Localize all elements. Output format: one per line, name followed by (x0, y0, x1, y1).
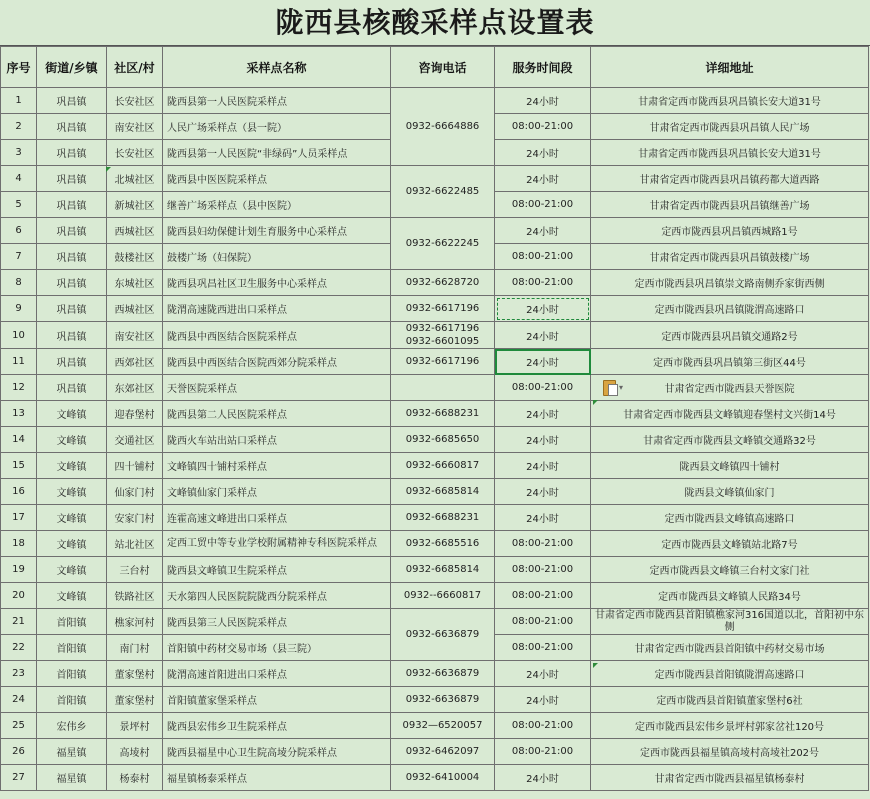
site-cell[interactable]: 定西工贸中等专业学校附属精神专科医院采样点 (163, 531, 391, 557)
site-cell[interactable]: 陇渭高速首阳进出口采样点 (163, 661, 391, 687)
town-cell[interactable]: 巩昌镇 (37, 349, 107, 375)
table-row (1, 453, 869, 479)
town-cell[interactable]: 巩昌镇 (37, 322, 107, 349)
addr-cell[interactable]: 甘肃省定西市陇西县巩昌镇鼓楼广场 (591, 244, 869, 270)
no-cell[interactable]: 11 (1, 349, 37, 375)
town-cell[interactable]: 首阳镇 (37, 687, 107, 713)
site-cell[interactable]: 陇西县文峰镇卫生院采样点 (163, 557, 391, 583)
site-cell[interactable]: 天誉医院采样点 (163, 375, 391, 401)
town-cell[interactable]: 巩昌镇 (37, 296, 107, 322)
addr-cell[interactable]: 甘肃省定西市陇西县文峰镇交通路32号 (591, 427, 869, 453)
town-cell[interactable]: 文峰镇 (37, 427, 107, 453)
site-cell[interactable]: 福星镇杨泰采样点 (163, 765, 391, 791)
town-cell[interactable]: 巩昌镇 (37, 192, 107, 218)
phone-cell[interactable]: 0932-6685814 (391, 557, 495, 583)
phone-cell[interactable]: 0932-6685814 (391, 479, 495, 505)
phone-cell[interactable]: 0932-6688231 (391, 505, 495, 531)
town-cell[interactable]: 福星镇 (37, 765, 107, 791)
page-title: 陇西县核酸采样点设置表 (0, 0, 870, 46)
community-cell[interactable]: 董家堡村 (107, 687, 163, 713)
header-cell[interactable]: 社区/村 (107, 47, 163, 88)
addr-cell[interactable]: 陇西县文峰镇四十铺村 (591, 453, 869, 479)
town-cell[interactable]: 首阳镇 (37, 635, 107, 661)
time-cell[interactable]: 08:00-21:00 (495, 609, 591, 635)
site-cell[interactable]: 继善广场采样点（县中医院） (163, 192, 391, 218)
site-cell[interactable]: 陇西县福星中心卫生院高堎分院采样点 (163, 739, 391, 765)
time-cell[interactable]: 24小时 (495, 505, 591, 531)
phone-line: 0932-6601095 (405, 336, 480, 347)
town-cell[interactable]: 福星镇 (37, 739, 107, 765)
town-cell[interactable]: 巩昌镇 (37, 375, 107, 401)
no-cell[interactable]: 1 (1, 88, 37, 114)
time-cell[interactable]: 08:00-21:00 (495, 270, 591, 296)
no-cell[interactable]: 5 (1, 192, 37, 218)
no-cell[interactable]: 15 (1, 453, 37, 479)
site-cell[interactable]: 文峰镇四十铺村采样点 (163, 453, 391, 479)
phone-cell[interactable]: 0932-6685650 (391, 427, 495, 453)
table-row (1, 166, 869, 192)
site-cell[interactable]: 陇西县妇幼保健计划生育服务中心采样点 (163, 218, 391, 244)
site-cell[interactable]: 陇西县第一人民医院采样点 (163, 88, 391, 114)
site-cell[interactable]: 陇渭高速陇西进出口采样点 (163, 296, 391, 322)
table-row (1, 687, 869, 713)
time-cell[interactable]: 24小时 (495, 765, 591, 791)
town-cell[interactable]: 文峰镇 (37, 583, 107, 609)
header-cell[interactable]: 详细地址 (591, 47, 869, 88)
community-cell[interactable]: 南安社区 (107, 322, 163, 349)
time-cell[interactable]: 24小时 (495, 427, 591, 453)
header-cell[interactable]: 街道/乡镇 (37, 47, 107, 88)
addr-cell[interactable]: 定西市陇西县文峰镇三台村文家门社 (591, 557, 869, 583)
community-cell[interactable]: 南安社区 (107, 114, 163, 140)
table-row (1, 479, 869, 505)
phone-cell[interactable]: 0932-6685516 (391, 531, 495, 557)
addr-cell[interactable]: 定西市陇西县首阳镇董家堡村6社 (591, 687, 869, 713)
table-row (1, 505, 869, 531)
table-row (1, 609, 869, 635)
no-cell[interactable]: 26 (1, 739, 37, 765)
comment-marker-icon (593, 400, 598, 405)
community-cell[interactable]: 东城社区 (107, 270, 163, 296)
community-cell[interactable]: 站北社区 (107, 531, 163, 557)
no-cell[interactable]: 27 (1, 765, 37, 791)
time-cell[interactable]: 24小时 (495, 349, 591, 375)
no-cell[interactable]: 18 (1, 531, 37, 557)
site-cell[interactable]: 人民广场采样点（县一院） (163, 114, 391, 140)
site-cell[interactable]: 天水第四人民医院院陇西分院采样点 (163, 583, 391, 609)
no-cell[interactable]: 6 (1, 218, 37, 244)
phone-line: 0932-6617196 (405, 323, 480, 334)
town-cell[interactable]: 宏伟乡 (37, 713, 107, 739)
addr-cell[interactable]: 定西市陇西县福星镇高堎村高堎社202号 (591, 739, 869, 765)
time-cell[interactable]: 08:00-21:00 (495, 192, 591, 218)
time-cell[interactable]: 08:00-21:00 (495, 114, 591, 140)
phone-cell[interactable]: 0932-6622485 (391, 166, 495, 218)
phone-cell[interactable] (391, 322, 495, 349)
addr-cell[interactable]: 陇西县文峰镇仙家门 (591, 479, 869, 505)
addr-cell[interactable]: 定西市陇西县首阳镇陇渭高速路口 (591, 661, 869, 687)
site-cell[interactable]: 鼓楼广场（妇保院） (163, 244, 391, 270)
no-cell[interactable]: 22 (1, 635, 37, 661)
sampling-sites-table (0, 46, 869, 791)
site-cell[interactable]: 陇西县中西医结合医院采样点 (163, 322, 391, 349)
community-cell[interactable]: 西城社区 (107, 218, 163, 244)
town-cell[interactable]: 文峰镇 (37, 401, 107, 427)
no-cell[interactable]: 20 (1, 583, 37, 609)
site-cell[interactable]: 陇西县宏伟乡卫生院采样点 (163, 713, 391, 739)
header-row (1, 47, 869, 88)
table-row (1, 583, 869, 609)
table-row (1, 739, 869, 765)
community-cell[interactable]: 樵家河村 (107, 609, 163, 635)
no-cell[interactable]: 12 (1, 375, 37, 401)
addr-cell[interactable]: 甘肃省定西市陇西县文峰镇迎春堡村文兴街14号 (591, 401, 869, 427)
no-cell[interactable]: 13 (1, 401, 37, 427)
site-cell[interactable]: 陇西火车站出站口采样点 (163, 427, 391, 453)
header-cell[interactable]: 服务时间段 (495, 47, 591, 88)
community-cell[interactable]: 新城社区 (107, 192, 163, 218)
phone-cell[interactable]: 0932-6628720 (391, 270, 495, 296)
town-cell[interactable]: 巩昌镇 (37, 140, 107, 166)
no-cell[interactable]: 9 (1, 296, 37, 322)
community-cell[interactable]: 景坪村 (107, 713, 163, 739)
addr-cell[interactable]: 甘肃省定西市陇西县福星镇杨泰村 (591, 765, 869, 791)
time-cell[interactable]: 24小时 (495, 479, 591, 505)
site-cell[interactable]: 陇西县中西医结合医院西郊分院采样点 (163, 349, 391, 375)
site-cell[interactable]: 陇西县第三人民医院采样点 (163, 609, 391, 635)
community-cell[interactable]: 四十铺村 (107, 453, 163, 479)
time-cell[interactable]: 08:00-21:00 (495, 583, 591, 609)
no-cell[interactable]: 16 (1, 479, 37, 505)
addr-cell[interactable]: 甘肃省定西市陇西县天誉医院 (591, 375, 869, 401)
table-row (1, 661, 869, 687)
time-cell[interactable]: 24小时 (495, 166, 591, 192)
site-cell[interactable]: 陇西县第二人民医院采样点 (163, 401, 391, 427)
town-cell[interactable]: 文峰镇 (37, 505, 107, 531)
town-cell[interactable]: 巩昌镇 (37, 166, 107, 192)
town-cell[interactable]: 巩昌镇 (37, 218, 107, 244)
addr-cell[interactable]: 定西市陇西县巩昌镇陇渭高速路口 (591, 296, 869, 322)
addr-cell[interactable]: 甘肃省定西市陇西县巩昌镇药都大道西路 (591, 166, 869, 192)
town-cell[interactable]: 首阳镇 (37, 609, 107, 635)
table-row (1, 296, 869, 322)
town-cell[interactable]: 文峰镇 (37, 531, 107, 557)
community-cell[interactable]: 东郊社区 (107, 375, 163, 401)
header-cell[interactable]: 采样点名称 (163, 47, 391, 88)
no-cell[interactable]: 10 (1, 322, 37, 349)
community-cell[interactable]: 迎春堡村 (107, 401, 163, 427)
phone-cell[interactable]: 0932-6688231 (391, 401, 495, 427)
phone-cell[interactable]: 0932-6617196 (391, 296, 495, 322)
phone-cell[interactable]: 0932-6617196 (391, 349, 495, 375)
town-cell[interactable]: 巩昌镇 (37, 244, 107, 270)
time-cell[interactable]: 08:00-21:00 (495, 635, 591, 661)
time-cell[interactable]: 24小时 (495, 296, 591, 322)
table-row (1, 427, 869, 453)
table-row (1, 88, 869, 114)
table-row (1, 557, 869, 583)
site-cell[interactable]: 首阳镇中药材交易市场（县三院） (163, 635, 391, 661)
community-cell[interactable]: 北城社区 (107, 166, 163, 192)
community-cell[interactable]: 董家堡村 (107, 661, 163, 687)
header-cell[interactable]: 序号 (1, 47, 37, 88)
no-cell[interactable]: 19 (1, 557, 37, 583)
town-cell[interactable]: 文峰镇 (37, 557, 107, 583)
time-cell[interactable]: 24小时 (495, 661, 591, 687)
comment-marker-icon (593, 663, 598, 668)
community-cell[interactable]: 杨泰村 (107, 765, 163, 791)
community-cell[interactable]: 高堎村 (107, 739, 163, 765)
phone-cell[interactable] (391, 375, 495, 401)
no-cell[interactable]: 7 (1, 244, 37, 270)
time-cell[interactable]: 24小时 (495, 218, 591, 244)
time-cell[interactable]: 24小时 (495, 88, 591, 114)
phone-cell[interactable]: 0932--6660817 (391, 583, 495, 609)
addr-cell[interactable]: 甘肃省定西市陇西县巩昌镇长安大道31号 (591, 140, 869, 166)
community-cell[interactable]: 长安社区 (107, 140, 163, 166)
table-row (1, 713, 869, 739)
site-cell[interactable]: 陇西县第一人民医院“非绿码”人员采样点 (163, 140, 391, 166)
no-cell[interactable]: 14 (1, 427, 37, 453)
table-row (1, 322, 869, 349)
table-row (1, 531, 869, 557)
addr-cell[interactable]: 定西市陇西县宏伟乡景坪村郭家岔社120号 (591, 713, 869, 739)
addr-cell[interactable]: 甘肃省定西市陇西县巩昌镇人民广场 (591, 114, 869, 140)
addr-cell[interactable]: 定西市陇西县巩昌镇交通路2号 (591, 322, 869, 349)
phone-cell[interactable]: 0932-6660817 (391, 453, 495, 479)
addr-cell[interactable]: 定西市陇西县文峰镇站北路7号 (591, 531, 869, 557)
community-cell[interactable]: 交通社区 (107, 427, 163, 453)
table-row (1, 401, 869, 427)
time-cell[interactable]: 08:00-21:00 (495, 531, 591, 557)
town-cell[interactable]: 文峰镇 (37, 479, 107, 505)
phone-cell[interactable]: 0932-6636879 (391, 687, 495, 713)
no-cell[interactable]: 4 (1, 166, 37, 192)
time-cell[interactable]: 24小时 (495, 322, 591, 349)
addr-cell[interactable]: 甘肃省定西市陇西县巩昌镇继善广场 (591, 192, 869, 218)
table-row (1, 270, 869, 296)
time-cell[interactable]: 24小时 (495, 687, 591, 713)
town-cell[interactable]: 首阳镇 (37, 661, 107, 687)
addr-cell[interactable]: 甘肃省定西市陇西县首阳镇中药材交易市场 (591, 635, 869, 661)
addr-cell[interactable]: 定西市陇西县巩昌镇西城路1号 (591, 218, 869, 244)
time-cell[interactable]: 24小时 (495, 401, 591, 427)
phone-cell[interactable]: 0932-6410004 (391, 765, 495, 791)
phone-cell[interactable]: 0932-6664886 (391, 88, 495, 166)
no-cell[interactable]: 17 (1, 505, 37, 531)
town-cell[interactable]: 巩昌镇 (37, 88, 107, 114)
table-row (1, 375, 869, 401)
phone-cell[interactable]: 0932-6462097 (391, 739, 495, 765)
community-cell[interactable]: 西城社区 (107, 296, 163, 322)
no-cell[interactable]: 3 (1, 140, 37, 166)
comment-marker-icon (106, 167, 111, 172)
time-cell[interactable]: 24小时 (495, 140, 591, 166)
community-cell[interactable]: 安家门村 (107, 505, 163, 531)
community-cell[interactable]: 南门村 (107, 635, 163, 661)
time-cell[interactable]: 08:00-21:00 (495, 713, 591, 739)
no-cell[interactable]: 23 (1, 661, 37, 687)
no-cell[interactable]: 2 (1, 114, 37, 140)
community-cell[interactable]: 长安社区 (107, 88, 163, 114)
addr-cell[interactable]: 定西市陇西县文峰镇人民路34号 (591, 583, 869, 609)
site-cell[interactable]: 连霍高速文峰进出口采样点 (163, 505, 391, 531)
site-cell[interactable]: 陇西县中医医院采样点 (163, 166, 391, 192)
community-cell[interactable]: 西郊社区 (107, 349, 163, 375)
community-cell[interactable]: 铁路社区 (107, 583, 163, 609)
time-cell[interactable]: 08:00-21:00 (495, 244, 591, 270)
phone-cell[interactable]: 0932—6520057 (391, 713, 495, 739)
community-cell[interactable]: 鼓楼社区 (107, 244, 163, 270)
no-cell[interactable]: 25 (1, 713, 37, 739)
header-cell[interactable]: 咨询电话 (391, 47, 495, 88)
town-cell[interactable]: 巩昌镇 (37, 114, 107, 140)
time-cell[interactable]: 24小时 (495, 453, 591, 479)
no-cell[interactable]: 21 (1, 609, 37, 635)
phone-cell[interactable]: 0932-6622245 (391, 218, 495, 270)
town-cell[interactable]: 巩昌镇 (37, 270, 107, 296)
time-cell[interactable]: 08:00-21:00 (495, 375, 591, 401)
table-row (1, 349, 869, 375)
table-row (1, 765, 869, 791)
phone-cell[interactable]: 0932-6636879 (391, 609, 495, 661)
community-cell[interactable]: 三台村 (107, 557, 163, 583)
addr-cell[interactable]: 甘肃省定西市陇西县首阳镇樵家河316国道以北，首阳初中东侧 (591, 609, 869, 635)
time-cell[interactable]: 08:00-21:00 (495, 739, 591, 765)
site-cell[interactable]: 文峰镇仙家门采样点 (163, 479, 391, 505)
community-cell[interactable]: 仙家门村 (107, 479, 163, 505)
town-cell[interactable]: 文峰镇 (37, 453, 107, 479)
addr-cell[interactable]: 定西市陇西县巩昌镇崇文路南侧乔家街西侧 (591, 270, 869, 296)
paste-options-icon[interactable]: ▾ (602, 379, 624, 397)
phone-cell[interactable]: 0932-6636879 (391, 661, 495, 687)
addr-cell[interactable]: 甘肃省定西市陇西县巩昌镇长安大道31号 (591, 88, 869, 114)
site-cell[interactable]: 陇西县巩昌社区卫生服务中心采样点 (163, 270, 391, 296)
no-cell[interactable]: 24 (1, 687, 37, 713)
time-cell[interactable]: 08:00-21:00 (495, 557, 591, 583)
addr-cell[interactable]: 定西市陇西县文峰镇高速路口 (591, 505, 869, 531)
site-cell[interactable]: 首阳镇董家堡采样点 (163, 687, 391, 713)
addr-cell[interactable]: 定西市陇西县巩昌镇第三街区44号 (591, 349, 869, 375)
no-cell[interactable]: 8 (1, 270, 37, 296)
table-row (1, 218, 869, 244)
